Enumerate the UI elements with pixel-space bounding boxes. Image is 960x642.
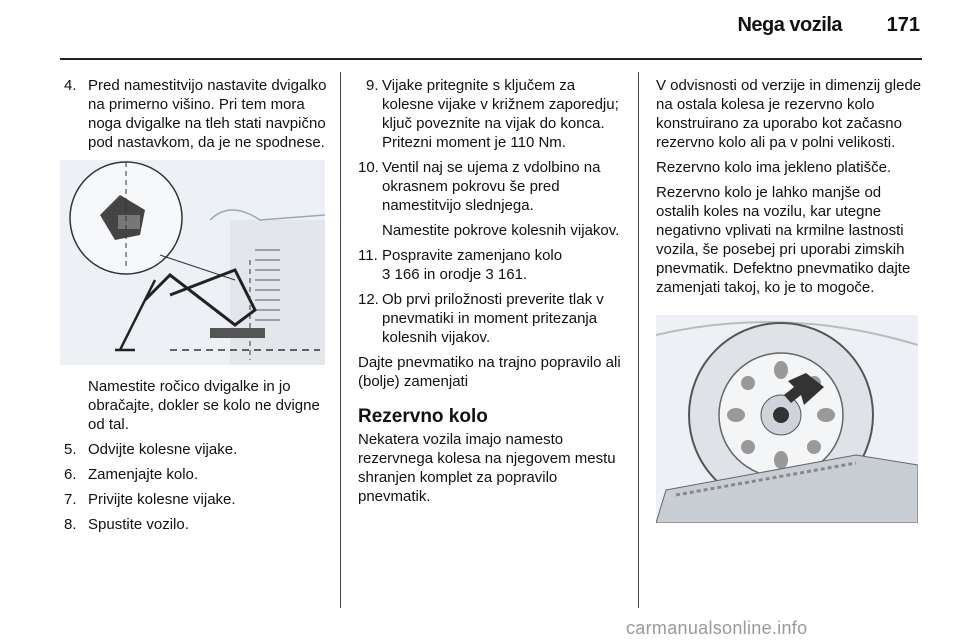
paragraph: Nekatera vozila imajo namesto rezervnega kolesa na njegovem mestu shranjen komplet za popravilo pnevmatik. <box>358 431 616 505</box>
step-text: Spustite vozilo. <box>88 516 189 533</box>
paragraph: Dajte pnevmatiko na trajno popravilo ali (bolje) zamenjati <box>358 354 621 390</box>
step-number: 10. <box>358 159 379 176</box>
step-text: Pred namestitvijo nastavite dvigalko na primerno višino. Pri tem mora noga dvigalke na tleh stati navpično pod nastavkom, da je ne spodnese. <box>88 77 327 151</box>
step-text: Ob prvi priložnosti preverite tlak v pnevmatiki in moment pritezanja kolesnih vijakov. <box>382 291 604 346</box>
watermark: carmanualsonline.info <box>626 618 808 638</box>
column-3 <box>656 76 922 523</box>
step-10 <box>358 158 624 215</box>
paragraph: Rezervno kolo je lahko manjše od ostalih koles na vozilu, kar utegne negativno vplivati na krmilne lastnosti vozila, še posebej pri uporabi zimskih pnevmatik. Defektno pnevmatiko dajte zamenjati takoj, ko je to mogoče. <box>656 184 911 296</box>
page-reference-link[interactable]: 3 166 in orodje 3 161. <box>382 266 528 283</box>
step-12 <box>358 290 624 347</box>
step-number: 4. <box>64 77 77 94</box>
column-divider <box>340 72 341 608</box>
step-text: Zamenjajte kolo. <box>88 466 199 483</box>
step-4 <box>64 76 329 152</box>
step-number: 9. <box>366 77 379 94</box>
step-9 <box>358 76 624 152</box>
step-8 <box>64 515 329 534</box>
paragraph: Rezervno kolo ima jekleno platišče. <box>656 159 892 176</box>
step-text: Pospravite zamenjano kolo <box>382 247 563 264</box>
header-rule <box>60 58 922 60</box>
step-number: 7. <box>64 491 77 508</box>
column-2 <box>358 76 624 512</box>
step-text: Privijte kolesne vijake. <box>88 491 236 508</box>
step-number: 11. <box>358 247 378 264</box>
step-7 <box>64 490 329 509</box>
step-number: 6. <box>64 466 77 483</box>
step-number: 12. <box>358 291 379 308</box>
step-text: Odvijte kolesne vijake. <box>88 441 238 458</box>
step-number: 5. <box>64 441 77 458</box>
column-divider <box>638 72 639 608</box>
step-text: Vijake pritegnite s ključem za kolesne vijake v križnem zaporedju; ključ poveznite na vijak do konca. Pritezni moment je 110 Nm. <box>382 77 619 151</box>
step-6 <box>64 465 329 484</box>
step-4-continued: Namestite ročico dvigalke in jo obračajte, dokler se kolo ne dvigne od tal. <box>88 378 320 433</box>
page-number: 171 <box>886 14 920 36</box>
section-heading: Rezervno kolo <box>358 406 488 427</box>
step-text: Ventil naj se ujema z vdolbino na okrasnem pokrovu še pred namestitvijo slednjega. <box>382 159 601 214</box>
step-11 <box>358 246 624 284</box>
column-1 <box>64 76 329 540</box>
step-number: 8. <box>64 516 77 533</box>
paragraph: V odvisnosti od verzije in dimenzij glede na ostala kolesa je rezervno kolo konstruirano za uporabo kot začasno rezervno kolo ali pa v polni velikosti. <box>656 77 922 151</box>
step-10-continued: Namestite pokrove kolesnih vijakov. <box>382 222 620 239</box>
spare-wheel-illustration <box>656 315 918 523</box>
step-5 <box>64 440 329 459</box>
page-title: Nega vozila <box>737 14 842 36</box>
jack-illustration <box>60 160 325 365</box>
